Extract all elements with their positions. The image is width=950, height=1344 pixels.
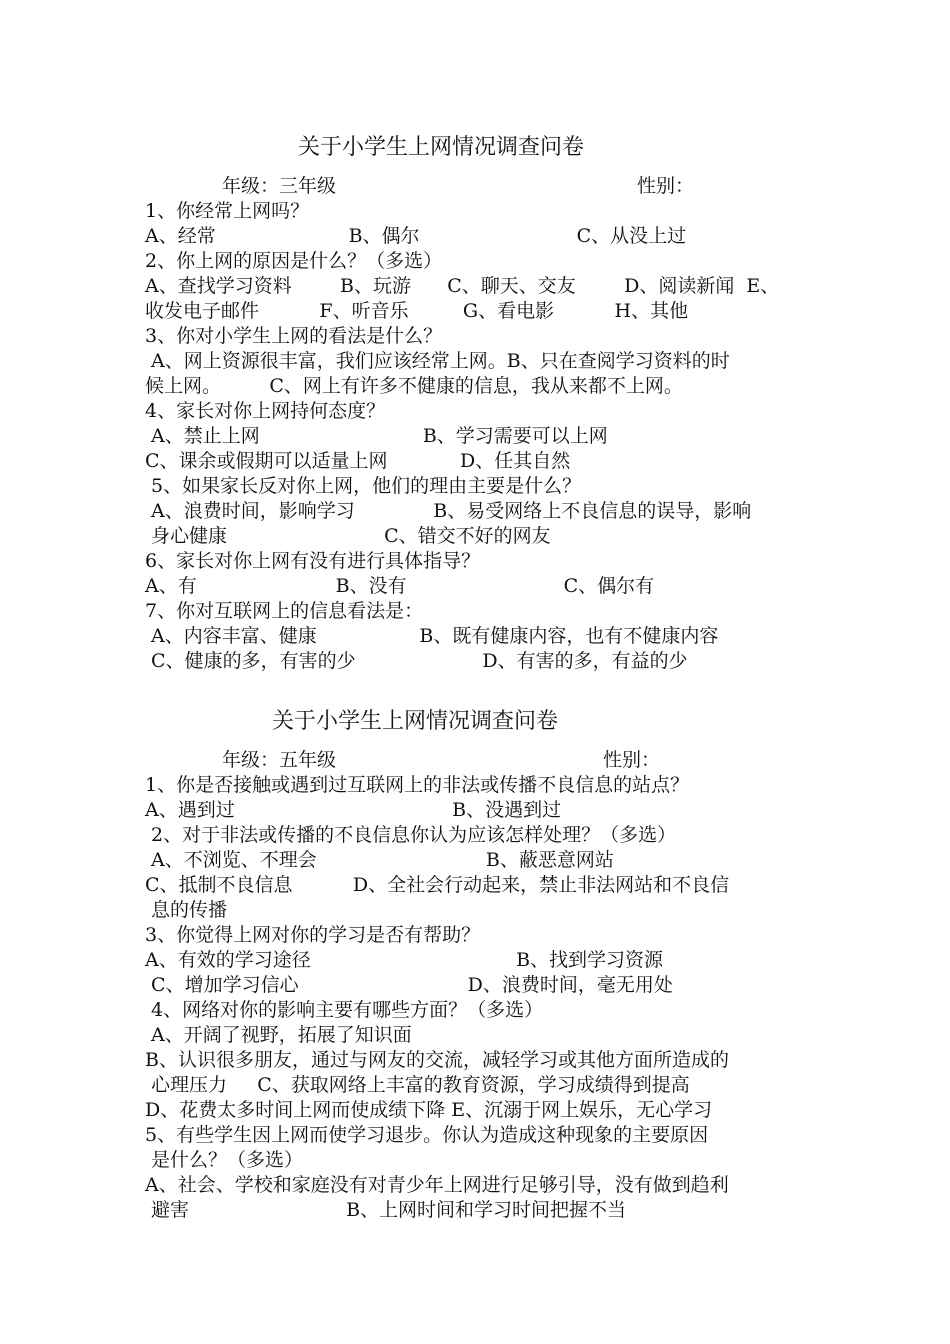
survey2-line: A、不浏览、不理会 B、蔽恶意网站 <box>145 849 614 871</box>
survey1-line: 6、家长对你上网有没有进行具体指导？ <box>145 550 481 572</box>
survey2-line: C、抵制不良信息 D、全社会行动起来，禁止非法网站和不良信 <box>145 874 730 896</box>
survey1-line: 1、你经常上网吗？ <box>145 200 310 222</box>
survey1-line: 2、你上网的原因是什么？（多选） <box>145 250 443 272</box>
survey1-line: 收发电子邮件 F、听音乐 G、看电影 H、其他 <box>145 300 689 322</box>
survey1-line: C、课余或假期可以适量上网 D、任其自然 <box>145 450 571 472</box>
survey2-line: 息的传播 <box>145 899 228 921</box>
survey1-line: 4、家长对你上网持何态度？ <box>145 400 386 422</box>
survey1-line: 候上网。 C、网上有许多不健康的信息，我从来都不上网。 <box>145 375 683 397</box>
survey2-line: 1、你是否接触或遇到过互联网上的非法或传播不良信息的站点？ <box>145 774 690 796</box>
survey1-line: 5、如果家长反对你上网，他们的理由主要是什么？ <box>145 475 582 497</box>
survey2-line: D、花费太多时间上网而使成绩下降 E、沉溺于网上娱乐，无心学习 <box>145 1099 713 1121</box>
survey2-line: 4、网络对你的影响主要有哪些方面？（多选） <box>145 999 544 1021</box>
survey2-line: A、开阔了视野，拓展了知识面 <box>145 1024 412 1046</box>
survey2-line: A、遇到过 B、没遇到过 <box>145 799 562 821</box>
survey2-line: C、增加学习信心 D、浪费时间，毫无用处 <box>145 974 673 996</box>
survey2-line: 避害 B、上网时间和学习时间把握不当 <box>145 1199 627 1221</box>
survey2-line: 2、对于非法或传播的不良信息你认为应该怎样处理？（多选） <box>145 824 677 846</box>
survey1-line: C、健康的多，有害的少 D、有害的多，有益的少 <box>145 650 688 672</box>
survey1-line: A、查找学习资料 B、玩游 C、聊天、交友 D、阅读新闻 E、 <box>145 275 780 297</box>
survey2-title: 关于小学生上网情况调查问卷 <box>272 709 559 734</box>
survey2-line: 3、你觉得上网对你的学习是否有帮助？ <box>145 924 481 946</box>
survey1-line: A、禁止上网 B、学习需要可以上网 <box>145 425 608 447</box>
survey2-line: 是什么？（多选） <box>145 1149 304 1171</box>
survey2-line: A、社会、学校和家庭没有对青少年上网进行足够引导，没有做到趋利 <box>145 1174 729 1196</box>
survey1-line: A、内容丰富、健康 B、既有健康内容，也有不健康内容 <box>145 625 719 647</box>
survey2-gender: 性别： <box>603 749 661 771</box>
survey1-line: A、浪费时间，影响学习 B、易受网络上不良信息的误导，影响 <box>145 500 752 522</box>
survey1-line: A、经常 B、偶尔 C、从没上过 <box>145 225 687 247</box>
survey2-line: 心理压力 C、获取网络上丰富的教育资源，学习成绩得到提高 <box>145 1074 690 1096</box>
survey1-line: 3、你对小学生上网的看法是什么？ <box>145 325 443 347</box>
survey2-line: 5、有些学生因上网而使学习退步。你认为造成这种现象的主要原因 <box>145 1124 709 1146</box>
survey1-line: 身心健康 C、错交不好的网友 <box>145 525 551 547</box>
survey2-line: A、有效的学习途径 B、找到学习资源 <box>145 949 664 971</box>
survey2-line: B、认识很多朋友，通过与网友的交流，减轻学习或其他方面所造成的 <box>145 1049 729 1071</box>
survey1-grade: 年级：三年级 <box>222 175 337 197</box>
survey1-line: A、有 B、没有 C、偶尔有 <box>145 575 655 597</box>
survey1-title: 关于小学生上网情况调查问卷 <box>298 135 585 160</box>
survey1-line: 7、你对互联网上的信息看法是： <box>145 600 424 622</box>
survey1-gender: 性别： <box>637 175 695 197</box>
survey2-grade: 年级：五年级 <box>222 749 337 771</box>
survey1-line: A、网上资源很丰富，我们应该经常上网。B、只在查阅学习资料的时 <box>145 350 730 372</box>
